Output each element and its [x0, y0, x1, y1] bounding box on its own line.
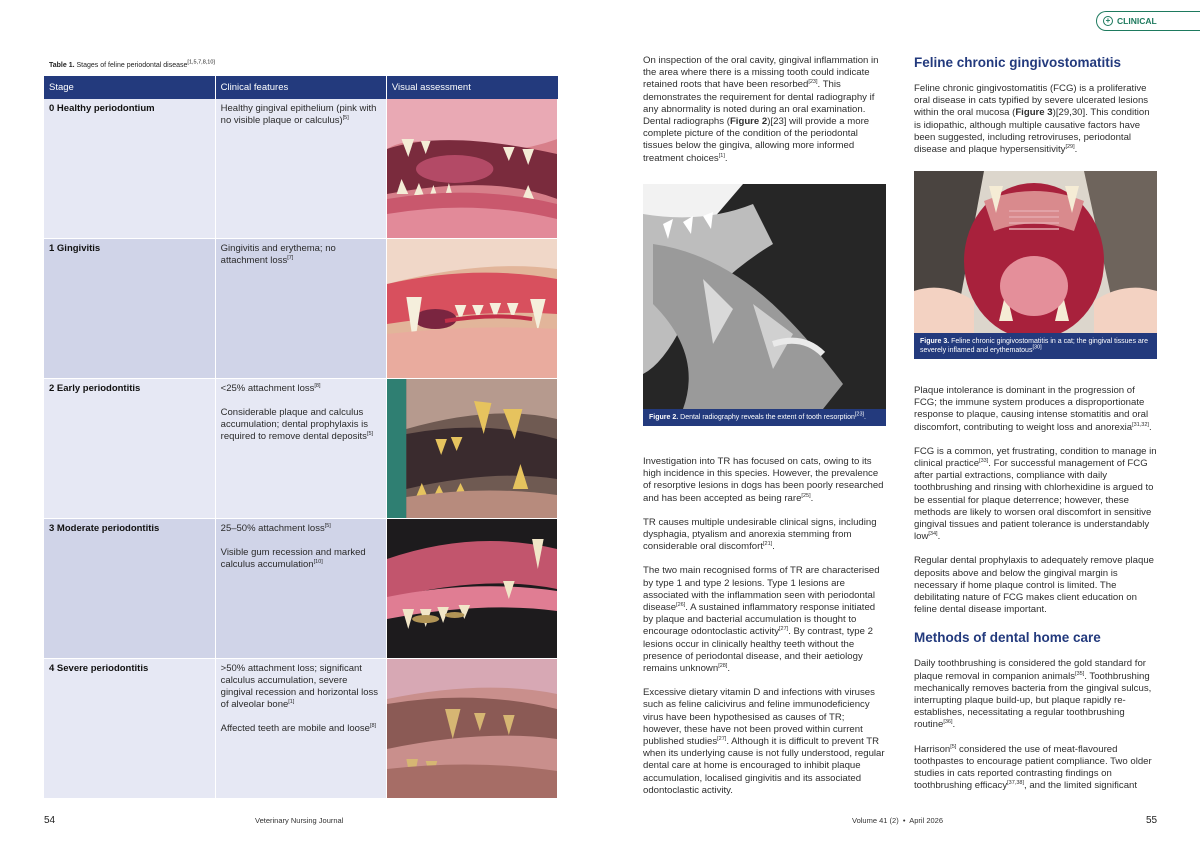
text: Excessive dietary vitamin D and infections with viruses such as feline calicivirus and feline immunodeficiency virus have been hypothesised as causes of TR; however, these have not been proved within current published studies	[643, 687, 875, 748]
stage-cell: 0 Healthy periodontium	[44, 99, 215, 239]
text: Plaque intolerance is dominant in the progression of FCG; the immune system produces a disproportionate response to plaque, causing intense stomatitis and oral discomfort, contributing to weight loss and anorexia	[914, 385, 1149, 433]
features-cell	[215, 519, 386, 659]
text: . This demonstrates the requirement for dental radiography if any abnormality is noted during an oral examination. Dental radiographs (	[643, 79, 875, 128]
figure-3	[914, 171, 1157, 359]
table-header-features: Clinical features	[215, 76, 386, 99]
paragraph	[914, 555, 1158, 616]
paragraph: Feline chronic gingivostomatitis (FCG) is a proliferative oral disease in cats typified by severe ulcerated lesions within the oral mucosa (Figure 3)[29,30]. This condition is idiopathic, although multiple causative factors have been suggested, including retroviruses, periodontal disease and plaque hypersensitivity[29].	[914, 83, 1150, 156]
text: . Although it is difficult to prevent TR when its underlying cause is not fully understood, regular dental care at home is encouraged to inhibit plaque accumulation, localised gingivitis and its associated odontoclastic activity.	[643, 736, 885, 796]
table-caption-label: Table 1.	[49, 62, 75, 69]
paragraph: On inspection of the oral cavity, gingival inflammation in the area where there is a missing tooth could indicate retained roots that have been resorbed[23]. This demonstrates the requirement for dental radiography if any abnormality is noted during an oral examination. Dental radiographs (Figure 2)[23] will provide a more complete picture of the condition of the periodontal tissues below the gingiva, allowing more informed treatment choices[1].	[643, 55, 879, 164]
stage-cell: 4 Severe periodontitis	[44, 659, 215, 799]
text: Daily toothbrushing is considered the gold standard for plaque removal in companion animals	[914, 658, 1146, 682]
healthy-teeth-photo	[387, 99, 557, 238]
table-row	[44, 379, 558, 519]
stage-cell: 1 Gingivitis	[44, 239, 215, 379]
features-cell	[215, 379, 386, 519]
ref: [29]	[1065, 143, 1075, 150]
feature-text: 25–50% attachment loss	[220, 523, 325, 534]
text: On inspection of the oral cavity, gingival inflammation in the area where there is a missing tooth could indicate retained roots that have been resorbed	[643, 55, 879, 91]
journal-name: Veterinary Nursing Journal	[255, 816, 344, 825]
text: . For successful management of FCG after partial extractions, compliance with daily toothbrushing and rinsing with chlorhexidine is argued to be essential for plaque deterrence; however, these methods are likely to worsen oral discomfort in sensitive gingival tissues and patient tolerance is understandably low	[914, 458, 1154, 543]
features-cell	[215, 99, 386, 239]
table-row	[44, 99, 558, 239]
caption-label: Figure 3.	[920, 338, 950, 345]
visual-cell	[386, 659, 557, 799]
ref: [33]	[979, 457, 989, 464]
caption-text: Feline chronic gingivostomatitis in a cat; the gingival tissues are severely inflamed and erythematous	[920, 338, 1149, 354]
feature-text: >50% attachment loss; significant calculus accumulation, severe gingival recession and horizontal loss of alveolar bone	[220, 663, 379, 710]
feature-text: Gingivitis and erythema; no attachment loss	[220, 243, 336, 266]
feature-ref: [8]	[369, 722, 377, 729]
plus-circle-icon: +	[1103, 16, 1113, 26]
text: The two main recognised forms of TR are characterised by type 1 and type 2 lesions. Type 1 lesions are associated with the inflammation seen with periodontal disease	[643, 565, 880, 614]
visual-cell	[386, 99, 557, 239]
table-header-visual: Visual assessment	[386, 76, 557, 99]
page-number-right: 55	[1146, 815, 1158, 826]
figure-ref: Figure 2	[729, 116, 768, 128]
caption-label: Figure 2.	[649, 414, 679, 421]
paragraph	[914, 744, 1158, 793]
feature-text: Affected teeth are mobile and loose	[220, 723, 370, 734]
early-periodontitis-photo	[387, 379, 557, 518]
moderate-periodontitis-photo	[387, 519, 557, 658]
feature-text: <25% attachment loss	[220, 383, 315, 394]
table-row	[44, 519, 558, 659]
stomatitis-photo	[914, 171, 1157, 333]
text: TR causes multiple undesirable clinical signs, including dysphagia, ptyalism and anorexia stemming from considerable oral discomfort	[643, 516, 877, 553]
ref: [26]	[676, 601, 686, 608]
paragraph: FCG is a common, yet frustrating, condition to manage in clinical practice[33]. For successful management of FCG after partial extractions, compliance with daily toothbrushing and rinsing with chlorhexidine is argued to be essential for plaque deterrence; however, these methods are likely to worsen oral discomfort in sensitive gingival tissues and patient tolerance is understandably low[34].	[914, 445, 1157, 543]
table-caption-refs: [1,5,7,8,10]	[187, 59, 215, 66]
feature-ref: [5]	[324, 522, 331, 529]
text: . Toothbrushing mechanically removes bacteria from the gingival sulcus, interrupting plaque build-up, but plaque rapidly re-establishes, necessitating a regular toothbrushing routine	[914, 670, 1152, 731]
text: Regular dental prophylaxis to adequately remove plaque deposits above and below the gingival margin is necessary if home plaque control is limited. The debilitating nature of FCG makes client education on feline dental disease important.	[914, 555, 1154, 616]
stage-cell: 3 Moderate periodontitis	[44, 519, 215, 659]
gingivitis-teeth-photo	[387, 239, 557, 378]
text-column-2-lower	[914, 385, 1158, 804]
visual-cell	[386, 379, 557, 519]
text: Investigation into TR has focused on cats, owing to its high incidence in this species. However, the prevalence of resorptive lesions in dogs has been poorly researched and has been accepted as being rare	[643, 456, 884, 504]
ref: [1]	[718, 152, 725, 159]
text: . This condition is idiopathic, although multiple causative factors have been suggested, including retroviruses, periodontal disease and plaque hypersensitivity	[914, 107, 1150, 156]
severe-periodontitis-photo	[387, 659, 557, 798]
text: FCG is a common, yet frustrating, condition to manage in clinical practice	[914, 445, 1157, 470]
feature-ref: [8]	[314, 382, 321, 389]
table-row	[44, 239, 558, 379]
table-caption	[49, 59, 215, 69]
text-column-1	[643, 55, 885, 177]
ref: [27]	[779, 626, 789, 633]
section-heading: Feline chronic gingivostomatitis	[914, 55, 1122, 70]
feature-ref: [5]	[342, 114, 349, 121]
text: , and the limited significant	[1023, 780, 1138, 792]
text-column-2	[914, 55, 1158, 168]
ref: [31,32]	[1132, 421, 1149, 428]
paragraph: TR causes multiple undesirable clinical signs, including dysphagia, ptyalism and anorexia stemming from considerable oral discomfort[21].	[643, 516, 877, 553]
text: Harrison	[914, 743, 951, 755]
paragraph: Plaque intolerance is dominant in the progression of FCG; the immune system produces a disproportionate response to plaque, causing intense stomatitis and oral discomfort, contributing to weight loss and anorexia[31,32].	[914, 385, 1152, 433]
ref: [37,38]	[1007, 780, 1024, 787]
feature-ref: [5]	[366, 430, 374, 437]
visual-cell	[386, 519, 557, 659]
text: . A sustained inflammatory response initiated by plaque and bacterial accumulation is thought to encourage odontoclastic activity	[643, 602, 876, 638]
ref: [36]	[943, 719, 953, 726]
table-caption-text: Stages of feline periodontal disease	[76, 62, 188, 69]
feature-text: Considerable plaque and calculus accumulation; dental prophylaxis is required to remove dental deposits	[220, 407, 368, 442]
text: considered the use of meat-flavoured toothpastes to encourage patient compliance. Two older studies in cats reported contrasting findings on toothbrushing efficacy	[914, 743, 1152, 792]
caption-text: Dental radiography reveals the extent of tooth resorption	[680, 414, 855, 421]
section-heading: Methods of dental home care	[914, 630, 1101, 646]
ref: [5]	[950, 743, 957, 750]
section-tag	[1096, 11, 1200, 31]
feature-ref: [1]	[288, 698, 295, 705]
periodontal-stages-table	[44, 76, 558, 799]
features-cell	[215, 659, 386, 799]
text: will provide a more complete picture of the condition of the periodontal tissues below the gingiva, allowing more informed treatment choices	[643, 116, 870, 164]
figure-2	[643, 184, 886, 426]
ref: )[29,30]	[1052, 107, 1086, 119]
ref: [25]	[801, 492, 811, 499]
text: . By contrast, type 2 lesions occur in clinically healthy teeth without the presence of periodontal disease, and their aetiology remains unknown	[643, 626, 873, 675]
ref: [27]	[717, 735, 727, 742]
section-tag-label: CLINICAL	[1117, 16, 1157, 26]
stage-cell: 2 Early periodontitis	[44, 379, 215, 519]
feature-ref: [10]	[313, 558, 323, 565]
ref: [23]	[808, 79, 818, 86]
ref: [30]	[1032, 344, 1042, 351]
feature-text: Healthy gingival epithelium (pink with no visible plaque or calculus)	[220, 103, 377, 126]
figure-2-caption: Figure 2. Dental radiography reveals the extent of tooth resorption[23].	[643, 409, 886, 426]
features-cell	[215, 239, 386, 379]
ref: [23]	[854, 411, 865, 418]
text: Feline chronic gingivostomatitis (FCG) is a proliferative oral disease in cats typified by severe ulcerated lesions within the oral mucosa (	[914, 83, 1149, 119]
feature-ref: [7]	[287, 254, 294, 261]
table-header-stage: Stage	[44, 76, 215, 99]
paragraph: Daily toothbrushing is considered the gold standard for plaque removal in companion animals[35]. Toothbrushing mechanically removes bacteria from the gingival sulcus, interrupting plaque build-up, but plaque rapidly re-establishes, necessitating a regular toothbrushing routine[36].	[914, 658, 1152, 731]
figure-3-caption	[914, 333, 1157, 359]
figure-ref: Figure 3	[1015, 107, 1053, 119]
ref: [21]	[762, 541, 773, 548]
ref: [28]	[718, 662, 728, 669]
table-row	[44, 659, 558, 799]
ref: [35]	[1075, 670, 1085, 677]
text-column-1-lower	[643, 456, 885, 809]
issue-info: Volume 41 (2) • April 2026	[852, 816, 944, 825]
feature-text: Visible gum recession and marked calculus accumulation	[220, 547, 366, 570]
ref: [34]	[928, 531, 938, 538]
paragraph: Investigation into TR has focused on cats, owing to its high incidence in this species. However, the prevalence of resorptive lesions in dogs has been poorly researched and has been accepted as being rare[25].	[643, 456, 884, 504]
ref: )[23]	[767, 116, 787, 128]
paragraph	[643, 687, 885, 797]
visual-cell	[386, 239, 557, 379]
radiograph-image	[643, 184, 886, 409]
page-number-left: 54	[44, 815, 56, 826]
paragraph: The two main recognised forms of TR are characterised by type 1 and type 2 lesions. Type 1 lesions are associated with the inflammation seen with periodontal disease[26]. A sustained inflammatory response initiated by plaque and bacterial accumulation is thought to encourage odontoclastic activity[27]. By contrast, type 2 lesions occur in clinically healthy teeth without the presence of periodontal disease, and their aetiology remains unknown[28].	[643, 565, 880, 675]
